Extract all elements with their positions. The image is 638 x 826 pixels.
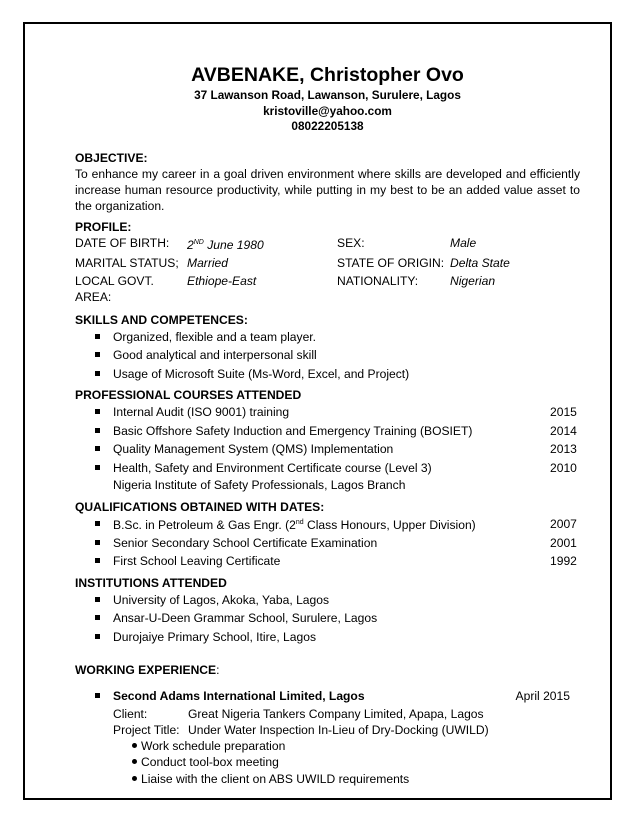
client-row: Client: Great Nigeria Tankers Company Limited, Apapa, Lagos: [113, 706, 484, 721]
email: kristoville@yahoo.com: [263, 103, 392, 118]
square-bullet-icon: [95, 540, 100, 545]
square-bullet-icon: [95, 334, 100, 339]
nationality-value: Nigerian: [450, 273, 496, 288]
list-item: B.Sc. in Petroleum & Gas Engr. (2nd Class Honours, Upper Division) 2007: [75, 515, 580, 534]
square-bullet-icon: [95, 371, 100, 376]
institutions-title: INSTITUTIONS ATTENDED: [75, 575, 227, 590]
square-bullet-icon: [95, 558, 100, 563]
project-row: Project Title: Under Water Inspection In-Lieu of Dry-Docking (UWILD): [113, 722, 489, 737]
list-item: Conduct tool-box meeting: [75, 754, 580, 771]
resume-page: [75, 60, 580, 787]
round-bullet-icon: [132, 759, 137, 764]
list-item: Ansar-U-Deen Grammar School, Surulere, Lagos: [75, 609, 580, 628]
round-bullet-icon: [132, 743, 137, 748]
origin-value: Delta State: [450, 255, 510, 270]
marital-label: MARITAL STATUS;: [75, 255, 179, 270]
skills-list: [75, 328, 580, 384]
dob-value: 2ND June 1980: [187, 237, 264, 252]
square-bullet-icon: [95, 446, 100, 451]
list-item: Usage of Microsoft Suite (Ms-Word, Excel, and Project): [75, 365, 580, 384]
candidate-name: AVBENAKE, Christopher Ovo: [191, 64, 464, 86]
course-institute: Nigeria Institute of Safety Professionals, Lagos Branch: [113, 478, 406, 493]
institutions-list: [75, 591, 580, 647]
list-item: Second Adams International Limited, Lagos April 2015: [75, 687, 580, 706]
nationality-label: NATIONALITY:: [337, 273, 419, 288]
work-title: WORKING EXPERIENCE:: [75, 663, 220, 678]
list-item: Senior Secondary School Certificate Examination 2001: [75, 534, 580, 553]
skills-title: SKILLS AND COMPETENCES:: [75, 312, 248, 327]
dob-label: DATE OF BIRTH:: [75, 235, 170, 250]
list-item: Quality Management System (QMS) Implementation 2013: [75, 440, 580, 459]
profile-grid: [75, 235, 580, 305]
duties-list: [75, 738, 580, 788]
list-item: Liaise with the client on ABS UWILD requirements: [75, 771, 580, 788]
objective-text: To enhance my career in a goal driven environment where skills are developed and efficiently increase human resource productivity, while putting in my best to be an added value asset to the organization.: [75, 166, 580, 213]
address: 37 Lawanson Road, Lawanson, Surulere, Lagos: [194, 88, 461, 102]
square-bullet-icon: [95, 615, 100, 620]
round-bullet-icon: [132, 776, 137, 781]
sex-label: SEX:: [337, 235, 365, 250]
list-item: Good analytical and interpersonal skill: [75, 346, 580, 365]
courses-list: [75, 403, 580, 477]
square-bullet-icon: [95, 634, 100, 639]
square-bullet-icon: [95, 409, 100, 414]
work-list: [75, 687, 580, 706]
list-item: Internal Audit (ISO 9001) training 2015: [75, 403, 580, 422]
list-item: University of Lagos, Akoka, Yaba, Lagos: [75, 591, 580, 610]
sex-value: Male: [450, 235, 477, 250]
lga-label: LOCAL GOVT. AREA:: [75, 273, 154, 304]
qualifications-list: [75, 515, 580, 571]
list-item: Durojaiye Primary School, Itire, Lagos: [75, 628, 580, 647]
list-item: Work schedule preparation: [75, 738, 580, 755]
list-item: First School Leaving Certificate 1992: [75, 552, 580, 571]
square-bullet-icon: [95, 597, 100, 602]
list-item: Basic Offshore Safety Induction and Emergency Training (BOSIET) 2014: [75, 422, 580, 441]
square-bullet-icon: [95, 352, 100, 357]
objective-title: OBJECTIVE:: [75, 150, 148, 165]
square-bullet-icon: [95, 465, 100, 470]
marital-value: Married: [187, 255, 228, 270]
qualifications-title: QUALIFICATIONS OBTAINED WITH DATES:: [75, 500, 325, 515]
profile-title: PROFILE:: [75, 219, 132, 234]
origin-label: STATE OF ORIGIN:: [337, 255, 445, 270]
list-item: Health, Safety and Environment Certificate course (Level 3) 2010: [75, 459, 580, 478]
list-item: Organized, flexible and a team player.: [75, 328, 580, 347]
phone: 08022205138: [291, 119, 364, 133]
square-bullet-icon: [95, 428, 100, 433]
square-bullet-icon: [95, 693, 100, 698]
square-bullet-icon: [95, 521, 100, 526]
lga-value: Ethiope-East: [187, 273, 257, 288]
courses-title: PROFESSIONAL COURSES ATTENDED: [75, 388, 302, 403]
